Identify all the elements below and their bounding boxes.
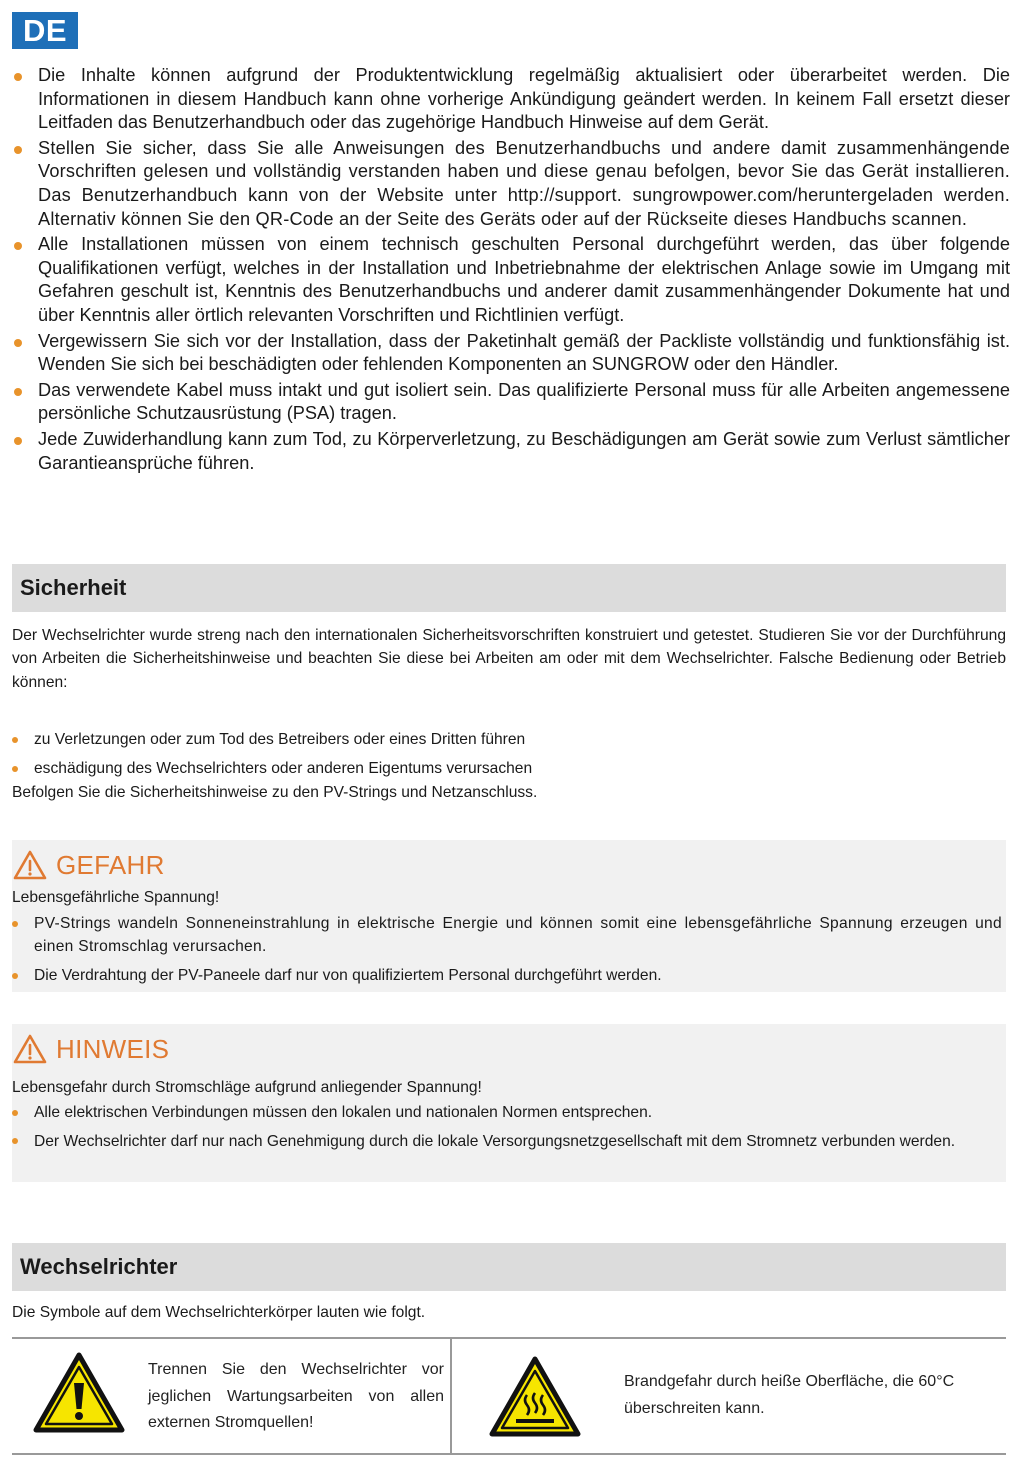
symbol-description: Trennen Sie den Wechselrichter vor jeglichen Wartungsarbeiten von allen externen Stromquellen! — [148, 1361, 444, 1431]
safety-heading: Sicherheit — [12, 564, 1006, 612]
list-item: Vergewissern Sie sich vor der Installation, dass der Paketinhalt gemäß der Packliste vollständig und funktionsfähig ist. Wenden Sie sich bei beschädigten oder fehlenden Komponenten an SUNGROW oder den Händler. — [14, 330, 1010, 377]
warning-triangle-icon — [12, 849, 48, 881]
notice-box — [12, 1024, 1006, 1182]
table-divider — [450, 1339, 452, 1453]
danger-subtitle: Lebensgefährliche Spannung! — [12, 889, 220, 906]
bullet-dot-icon — [14, 388, 22, 396]
inverter-intro: Die Symbole auf dem Wechselrichterkörper lauten wie folgt. — [12, 1304, 426, 1321]
danger-title: GEFAHR — [12, 848, 165, 882]
symbol-table — [12, 1337, 1006, 1455]
safety-bullet-list — [12, 728, 1006, 780]
hot-surface-icon — [488, 1355, 582, 1439]
list-item: eschädigung des Wechselrichters oder anderen Eigentums verursachen — [12, 757, 1006, 780]
language-badge: DE — [12, 12, 78, 49]
bullet-dot-icon — [12, 1138, 18, 1144]
bullet-dot-icon — [12, 766, 18, 772]
bullet-dot-icon — [12, 973, 18, 979]
bullet-dot-icon — [14, 242, 22, 250]
inverter-heading: Wechselrichter — [12, 1243, 1006, 1291]
notice-title: HINWEIS — [12, 1032, 169, 1066]
intro-bullet-list — [14, 64, 1010, 477]
bullet-dot-icon — [12, 1110, 18, 1116]
list-item: PV-Strings wandeln Sonneneinstrahlung in elektrische Energie und können somit eine lebensgefährliche Spannung erzeugen und einen Stromschlag verursachen. — [12, 912, 1002, 958]
list-item: Die Verdrahtung der PV-Paneele darf nur von qualifiziertem Personal durchgeführt werden. — [12, 964, 1002, 987]
warning-triangle-icon — [12, 1033, 48, 1065]
list-item: Die Inhalte können aufgrund der Produktentwicklung regelmäßig aktualisiert oder überarbeitet werden. Die Informationen in diesem Handbuch kann ohne vorherige Ankündigung geändert werden. In keinem Fall ersetzt dieser Leitfaden das Benutzerhandbuch oder das zugehörige Handbuch Hinweise auf dem Gerät. — [14, 64, 1010, 135]
list-item: Das verwendete Kabel muss intakt und gut isoliert sein. Das qualifizierte Personal muss für alle Arbeiten angemessene persönliche Schutzausrüstung (PSA) tragen. — [14, 379, 1010, 426]
symbol-description: Brandgefahr durch heiße Oberfläche, die 60°C überschreiten kann. — [624, 1373, 955, 1417]
safety-follow-text: Befolgen Sie die Sicherheitshinweise zu den PV-Strings und Netzanschluss. — [12, 784, 538, 801]
list-item: Stellen Sie sicher, dass Sie alle Anweisungen des Benutzerhandbuchs und andere damit zusammenhängende Vorschriften gelesen und vollständig verstanden haben und diese genau befolgen, bevor Sie das Gerät installieren. Das Benutzerhandbuch kann von der Website unter http://support. sungrowpower.com/heruntergeladen werden. Alternativ können Sie den QR-Code an der Seite des Geräts oder auf der Rückseite dieses Handbuchs scannen. — [14, 137, 1010, 231]
list-item: Jede Zuwiderhandlung kann zum Tod, zu Körperverletzung, zu Beschädigungen am Gerät sowie zum Verlust sämtlicher Garantieansprüche führen. — [14, 428, 1010, 475]
list-item: Alle elektrischen Verbindungen müssen den lokalen und nationalen Normen entsprechen. — [12, 1101, 1002, 1124]
danger-bullet-list — [12, 912, 1002, 987]
bullet-dot-icon — [14, 339, 22, 347]
bullet-dot-icon — [14, 146, 22, 154]
notice-bullet-list — [12, 1101, 1002, 1156]
danger-notice-box — [12, 840, 1006, 992]
bullet-dot-icon — [14, 437, 22, 445]
list-item: Alle Installationen müssen von einem technisch geschulten Personal durchgeführt werden, das über folgende Qualifikationen verfügt, welches in der Installation und Inbetriebnahme der elektrischen Anlage sowie im Umgang mit Gefahren geschult ist, Kenntnis des Benutzerhandbuchs und anderer damit zusammenhängender Dokumente hat und über Kenntnis aller örtlich relevanten Vorschriften und Richtlinien verfügt. — [14, 233, 1010, 327]
bullet-dot-icon — [12, 737, 18, 743]
bullet-dot-icon — [14, 73, 22, 81]
notice-subtitle: Lebensgefahr durch Stromschläge aufgrund anliegender Spannung! — [12, 1079, 482, 1096]
list-item: Der Wechselrichter darf nur nach Genehmigung durch die lokale Versorgungsnetzgesellschaft mit dem Stromnetz verbunden werden. — [12, 1127, 1002, 1156]
list-item: zu Verletzungen oder zum Tod des Betreibers oder eines Dritten führen — [12, 728, 1006, 751]
bullet-dot-icon — [12, 921, 18, 927]
safety-intro: Der Wechselrichter wurde streng nach den internationalen Sicherheitsvorschriften konstruiert und getestet. Studieren Sie vor der Durchführung von Arbeiten die Sicherheitshinweise und beachten Sie diese bei Arbeiten am oder mit dem Wechselrichter. Falsche Bedienung oder Betrieb können: — [12, 627, 1006, 691]
warning-exclamation-icon — [32, 1351, 126, 1435]
